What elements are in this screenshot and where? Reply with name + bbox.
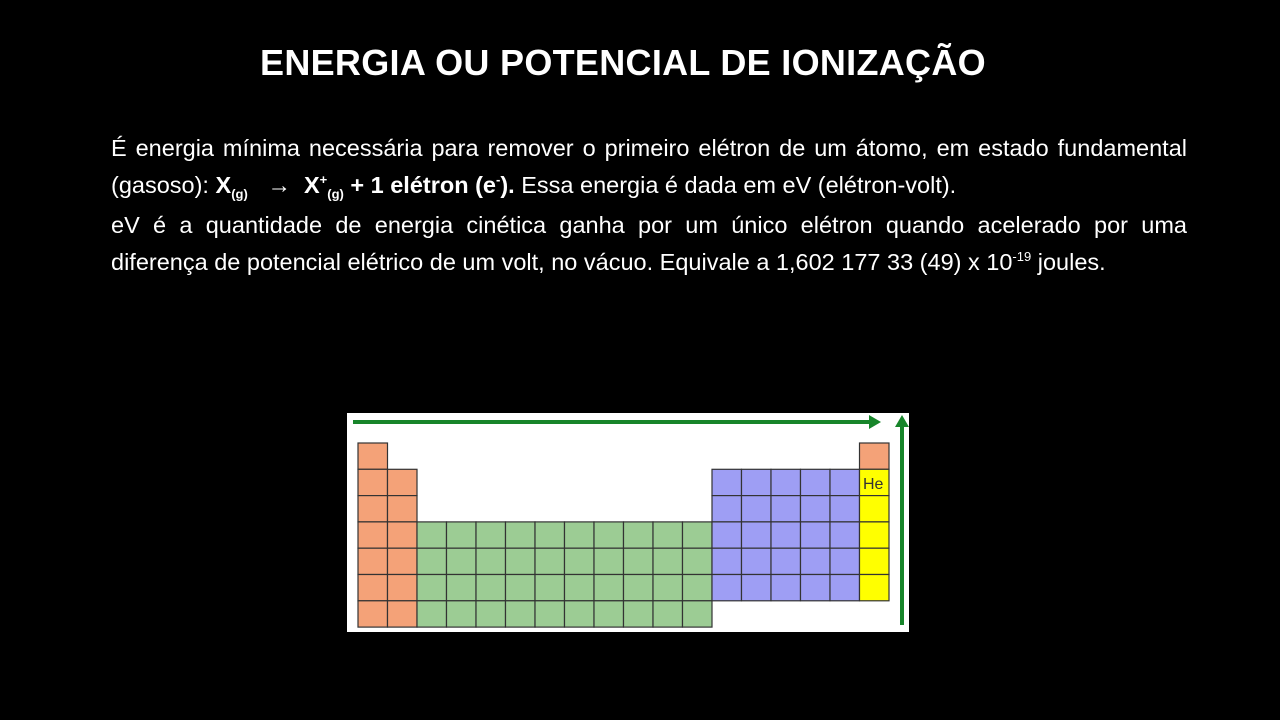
ev-definition: eV é a quantidade de energia cinética ganha por um único elétron quando acelerado por uma diferença de potencial elétrico de um volt, no vácuo. Equivale a 1,602 177 33 (49) x 10 xyxy=(111,212,1187,275)
noble-gas-cell xyxy=(860,522,890,548)
d-block-cell xyxy=(535,601,565,627)
equation-ion-phase: (g) xyxy=(327,186,344,202)
p-block-cell xyxy=(742,575,772,601)
s-block-cell xyxy=(388,496,418,522)
noble-gas-cell xyxy=(860,548,890,574)
d-block-cell xyxy=(653,601,683,627)
d-block-cell xyxy=(476,601,506,627)
helium-label: He xyxy=(863,476,884,493)
p-block-cell xyxy=(830,469,860,495)
s-block-cell xyxy=(388,522,418,548)
d-block-cell xyxy=(683,548,713,574)
p-block-cell xyxy=(830,496,860,522)
d-block-cell xyxy=(447,522,477,548)
s-block-cell xyxy=(358,522,388,548)
noble-gas-cell xyxy=(860,496,890,522)
ev-paragraph xyxy=(111,207,1187,280)
d-block-cell xyxy=(594,575,624,601)
d-block-cell xyxy=(476,548,506,574)
d-block-cell xyxy=(476,522,506,548)
d-block-cell xyxy=(506,548,536,574)
p-block-cell xyxy=(771,575,801,601)
d-block-cell xyxy=(506,601,536,627)
s-block-cell xyxy=(358,575,388,601)
s-block-cell xyxy=(358,443,388,469)
d-block-cell xyxy=(653,522,683,548)
d-block-cell xyxy=(683,522,713,548)
arrow-up-icon xyxy=(895,415,909,427)
d-block-cell xyxy=(565,548,595,574)
d-block-cell xyxy=(594,601,624,627)
p-block-cell xyxy=(771,522,801,548)
d-block-cell xyxy=(624,548,654,574)
s-block-cell xyxy=(358,601,388,627)
p-block-cell xyxy=(771,469,801,495)
p-block-cell xyxy=(830,548,860,574)
d-block-cell xyxy=(624,522,654,548)
p-block-cell xyxy=(771,496,801,522)
s-block-cell xyxy=(358,496,388,522)
arrow-icon: → xyxy=(267,171,291,198)
p-block-cell xyxy=(712,496,742,522)
definition-intro: É energia mínima necessária para remover o primeiro elétron de um átomo, em estado fundamental (gasoso): xyxy=(111,135,1187,198)
d-block-cell xyxy=(506,575,536,601)
d-block-cell xyxy=(565,575,595,601)
d-block-cell xyxy=(594,522,624,548)
equation-close: ). xyxy=(500,171,515,198)
d-block-cell xyxy=(565,601,595,627)
s-block-cell xyxy=(358,548,388,574)
p-block-cell xyxy=(742,496,772,522)
p-block-cell xyxy=(830,575,860,601)
definition-text xyxy=(111,130,1187,280)
p-block-cell xyxy=(771,548,801,574)
hydrogen-group-cell xyxy=(860,443,890,469)
d-block-cell xyxy=(624,575,654,601)
s-block-cell xyxy=(358,469,388,495)
equation-electron: + 1 elétron (e xyxy=(343,171,496,198)
p-block-cell xyxy=(801,496,831,522)
d-block-cell xyxy=(447,548,477,574)
p-block-cell xyxy=(712,522,742,548)
p-block-cell xyxy=(712,548,742,574)
s-block-cell xyxy=(388,575,418,601)
d-block-cell xyxy=(447,601,477,627)
equation-ion-charge: + xyxy=(319,171,328,187)
d-block-cell xyxy=(653,575,683,601)
s-block-cell xyxy=(388,548,418,574)
d-block-cell xyxy=(417,601,447,627)
p-block-cell xyxy=(801,548,831,574)
d-block-cell xyxy=(683,575,713,601)
page-title: ENERGIA OU POTENCIAL DE IONIZAÇÃO xyxy=(260,42,986,83)
d-block-cell xyxy=(535,548,565,574)
d-block-cell xyxy=(417,522,447,548)
d-block-cell xyxy=(653,548,683,574)
p-block-cell xyxy=(742,548,772,574)
equation-x-phase: (g) xyxy=(231,186,248,202)
noble-gas-cell xyxy=(860,575,890,601)
p-block-cell xyxy=(801,522,831,548)
d-block-cell xyxy=(476,575,506,601)
d-block-cell xyxy=(417,575,447,601)
d-block-cell xyxy=(535,575,565,601)
p-block-cell xyxy=(712,575,742,601)
electron-charge: - xyxy=(496,171,501,187)
periodic-table-diagram xyxy=(347,413,909,632)
p-block-cell xyxy=(742,522,772,548)
equation-x: X xyxy=(215,171,232,198)
d-block-cell xyxy=(447,575,477,601)
ev-exponent: -19 xyxy=(1012,248,1032,264)
definition-unit: Essa energia é dada em eV (elétron-volt). xyxy=(514,171,957,198)
p-block-cell xyxy=(830,522,860,548)
ev-unit: joules. xyxy=(1031,248,1106,275)
p-block-cell xyxy=(712,469,742,495)
p-block-cell xyxy=(801,575,831,601)
ionization-equation xyxy=(215,171,515,202)
arrow-right-icon xyxy=(869,415,881,429)
s-block-cell xyxy=(388,469,418,495)
equation-ion: X xyxy=(303,171,320,198)
d-block-cell xyxy=(594,548,624,574)
d-block-cell xyxy=(535,522,565,548)
d-block-cell xyxy=(417,548,447,574)
p-block-cell xyxy=(801,469,831,495)
d-block-cell xyxy=(624,601,654,627)
definition-paragraph xyxy=(111,130,1187,203)
p-block-cell xyxy=(742,469,772,495)
periodic-table-figure xyxy=(347,413,909,632)
s-block-cell xyxy=(388,601,418,627)
d-block-cell xyxy=(683,601,713,627)
d-block-cell xyxy=(506,522,536,548)
d-block-cell xyxy=(565,522,595,548)
